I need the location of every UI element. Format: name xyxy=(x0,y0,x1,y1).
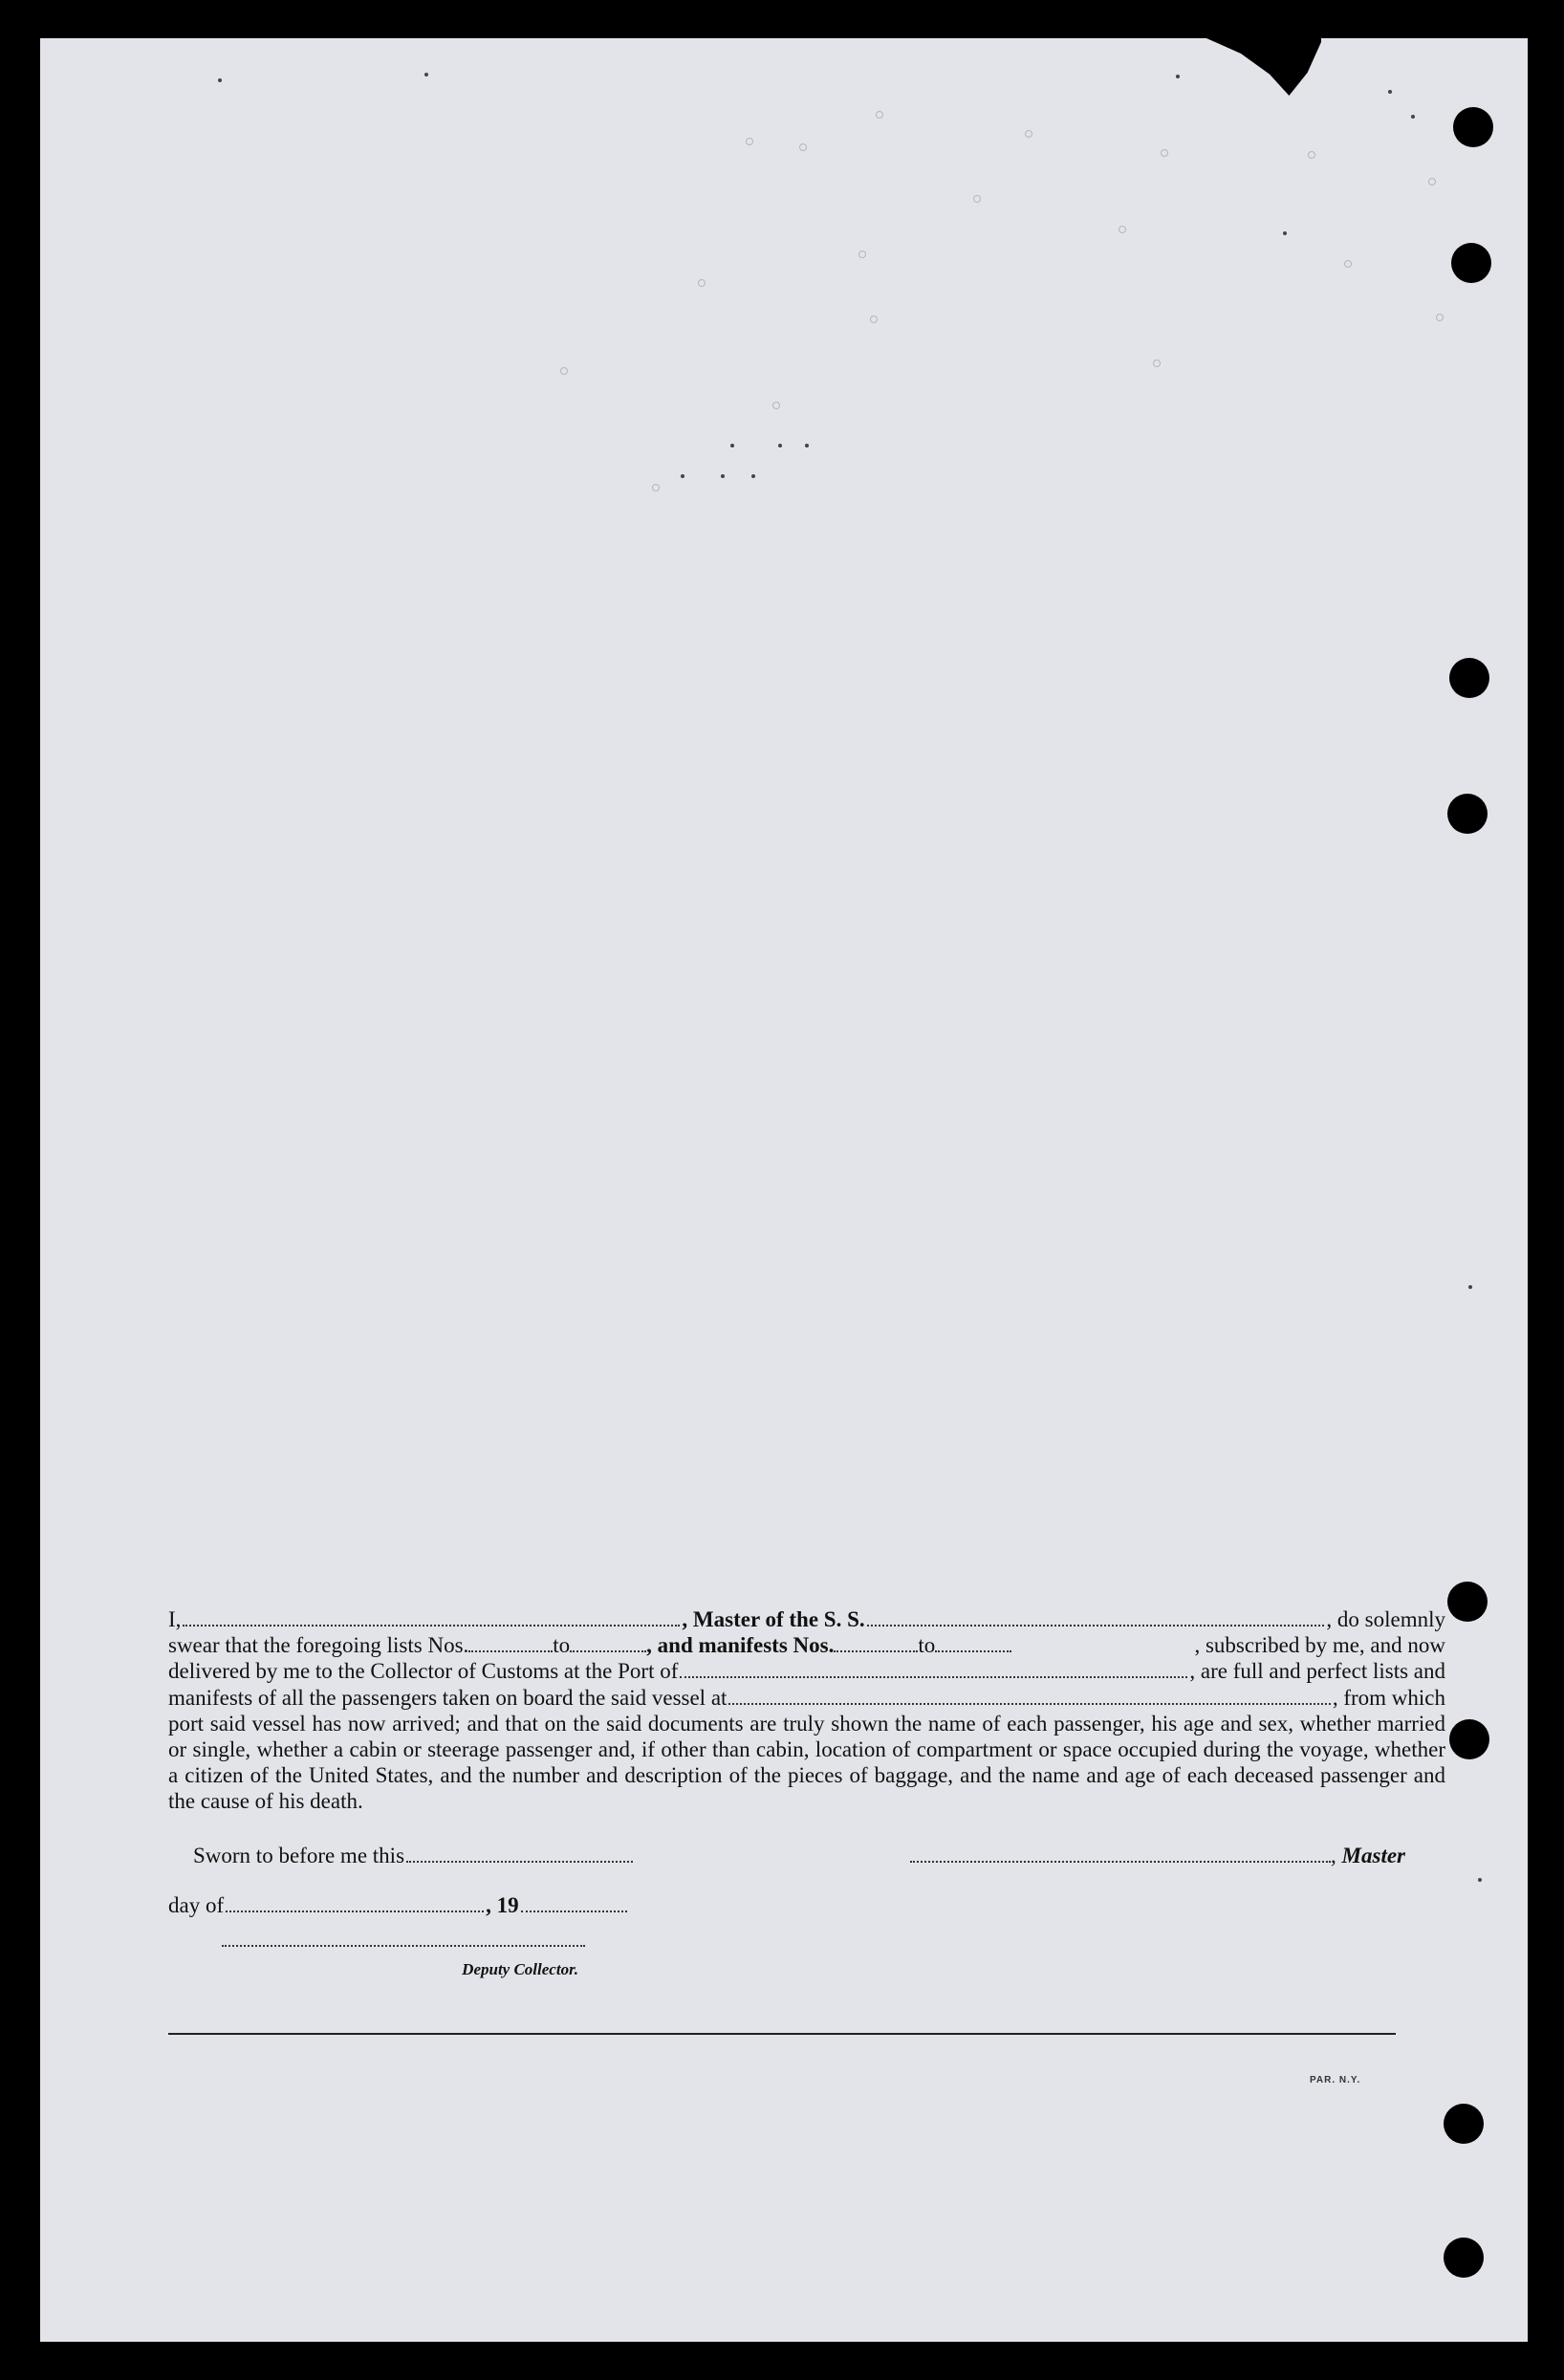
punch-hole xyxy=(1451,243,1491,283)
port-at-blank[interactable] xyxy=(728,1703,1330,1705)
printer-mark: PAR. N.Y. xyxy=(1310,2075,1361,2085)
punch-hole xyxy=(1444,2238,1484,2278)
oath-paragraph xyxy=(168,1606,1445,1815)
lists-nos-label: swear that the foregoing lists Nos. xyxy=(168,1633,469,1658)
punch-hole xyxy=(1449,1719,1489,1759)
year-label: , 19 xyxy=(486,1893,519,1917)
lists-to-blank[interactable] xyxy=(570,1650,646,1652)
ink-dot xyxy=(218,78,222,82)
punch-hole xyxy=(1453,107,1493,147)
day-of-label: day of xyxy=(168,1893,225,1917)
day-of-row xyxy=(168,1893,627,1918)
from-which-label: , from which xyxy=(1332,1685,1445,1710)
master-name-blank[interactable] xyxy=(183,1625,680,1627)
bleed-through-speck xyxy=(746,138,753,145)
punch-hole xyxy=(1447,794,1488,834)
document-page xyxy=(40,38,1528,2342)
bleed-through-speck xyxy=(560,367,568,375)
ink-dot xyxy=(778,444,782,448)
bleed-through-speck xyxy=(1161,149,1168,157)
master-label: Master xyxy=(1341,1844,1405,1867)
bleed-through-speck xyxy=(1428,178,1436,186)
lists-from-blank[interactable] xyxy=(468,1650,553,1652)
bleed-through-speck xyxy=(1308,151,1315,159)
ink-dot xyxy=(424,73,428,76)
manifests-to-label: to xyxy=(918,1633,936,1658)
ink-dot xyxy=(1176,75,1180,78)
port-of-label: delivered by me to the Collector of Customs at the Port of xyxy=(168,1659,679,1684)
subscribed-label: , subscribed by me, and now xyxy=(1194,1633,1445,1658)
bleed-through-speck xyxy=(1436,314,1444,321)
ink-dot xyxy=(1388,90,1392,94)
vessel-at-label: manifests of all the passengers taken on board the said vessel at xyxy=(168,1685,728,1710)
manifests-from-blank[interactable] xyxy=(834,1650,918,1652)
lists-to-label: to xyxy=(553,1633,571,1658)
ink-dot xyxy=(681,474,684,478)
bleed-through-speck xyxy=(876,111,883,119)
port-of-blank[interactable] xyxy=(680,1676,1187,1678)
punch-hole xyxy=(1444,2104,1484,2144)
bleed-through-speck xyxy=(870,316,878,323)
ink-dot xyxy=(805,444,809,448)
manifests-nos-label: , and manifests Nos. xyxy=(646,1633,835,1658)
day-of-month-blank[interactable] xyxy=(226,1911,484,1912)
ink-dot xyxy=(1283,231,1287,235)
master-of-label: , Master of the S. S. xyxy=(682,1607,865,1631)
bleed-through-speck xyxy=(1153,360,1161,367)
full-perfect-label: , are full and perfect lists and xyxy=(1189,1659,1445,1684)
master-signature-row: , Master xyxy=(40,1844,1405,1868)
ink-dot xyxy=(721,474,725,478)
bleed-through-speck xyxy=(772,402,780,409)
oath-line-4 xyxy=(168,1685,1445,1711)
divider-rule xyxy=(168,2033,1396,2035)
deputy-signature-blank[interactable] xyxy=(222,1945,585,1947)
torn-corner xyxy=(1206,38,1321,96)
year-blank[interactable] xyxy=(521,1911,627,1912)
sworn-label: Sworn to before me this xyxy=(193,1844,405,1867)
oath-line-2 xyxy=(168,1632,1445,1658)
oath-i-label: I, xyxy=(168,1607,182,1631)
bleed-through-speck xyxy=(1344,260,1352,268)
ink-dot xyxy=(751,474,755,478)
bleed-through-speck xyxy=(698,279,706,287)
bleed-through-speck xyxy=(1025,130,1032,138)
master-signature-blank[interactable] xyxy=(910,1861,1331,1863)
bleed-through-speck xyxy=(1119,226,1126,233)
oath-line-3 xyxy=(168,1658,1445,1684)
bleed-through-speck xyxy=(652,484,660,491)
bleed-through-speck xyxy=(858,251,866,258)
bleed-through-speck xyxy=(973,195,981,203)
bleed-through-speck xyxy=(799,143,807,151)
punch-hole xyxy=(1447,1582,1488,1622)
deputy-collector-label: Deputy Collector. xyxy=(462,1960,578,1978)
ink-dot xyxy=(1478,1878,1482,1882)
oath-line-1-body xyxy=(168,1606,1326,1632)
ink-dot xyxy=(1468,1285,1472,1289)
do-solemnly-label: , do solemnly xyxy=(1326,1607,1445,1631)
manifests-to-blank[interactable] xyxy=(935,1650,1011,1652)
ink-dot xyxy=(730,444,734,448)
punch-hole xyxy=(1449,658,1489,698)
vessel-name-blank[interactable] xyxy=(867,1625,1325,1627)
ink-dot xyxy=(1411,115,1415,119)
oath-body: port said vessel has now arrived; and that on the said documents are truly shown the name of each passenger, his age and sex, whether married or single, whether a cabin or steerage passenger and, if other than cabin, location of compartment or space occupied during the voyage, whether a citizen of the United States, and the number and description of the pieces of baggage, and the name and age of each deceased passenger and the cause of his death. xyxy=(168,1711,1445,1814)
oath-line-1 xyxy=(168,1606,1445,1632)
